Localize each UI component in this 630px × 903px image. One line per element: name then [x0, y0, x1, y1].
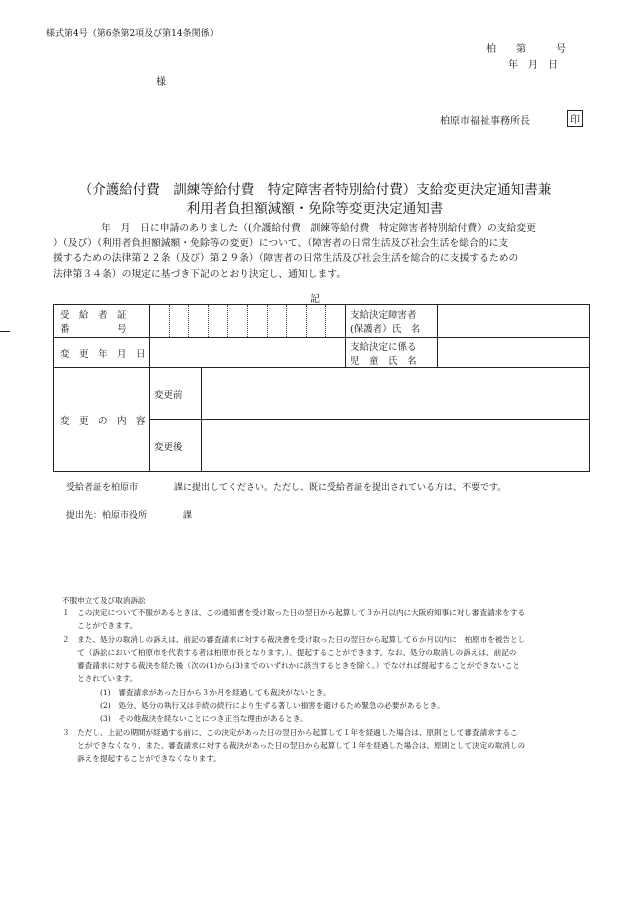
- holder-label-line2: (保護者）氏 名: [350, 324, 421, 335]
- cert-label-row: [54, 321, 149, 335]
- cert-number-label: [54, 305, 150, 338]
- digit-box: [267, 305, 287, 337]
- appeals-notes: [62, 606, 584, 766]
- digit-box: [325, 305, 345, 337]
- body-line: 法律第３４条）の規定に基づき下記のとおり決定し、通知します。: [53, 268, 347, 280]
- child-label-line1: 支給決定に係る: [350, 341, 417, 353]
- note-line: て（訴訟において柏原市を代表する者は柏原市長となります。）、提起することができます。なお、処分の取消しの訴えは、前記の: [62, 647, 517, 657]
- seal-mark: 印: [567, 110, 583, 127]
- digit-box: [169, 305, 189, 337]
- note-line: (3) その他裁決を経ないことにつき正当な理由があるとき。: [62, 714, 308, 724]
- digit-box: [286, 305, 306, 337]
- document-number: 柏 第 号: [486, 44, 566, 55]
- cert-label-row: [54, 307, 149, 321]
- note-line: ２ また、処分の取消しの訴えは、前記の審査請求に対する裁決書を受け取った日の翌日から起算して６か月以内に 柏原市を被告とし: [62, 634, 526, 644]
- submit-note: 受給者証を柏原市 課に提出してください。ただし、既に受給者証を提出されている方は、不要です。: [66, 483, 507, 493]
- digit-box: [208, 305, 228, 337]
- note-line: (1) 審査請求があった日から３か月を経過しても裁決がないとき。: [62, 687, 331, 697]
- digit-box: [227, 305, 247, 337]
- digit-box: [188, 305, 208, 337]
- title-line-1: （介護給付費 訓練等給付費 特定障害者特別給付費）支給変更決定通知書兼: [78, 182, 552, 198]
- issue-date: 年 月 日: [508, 60, 558, 71]
- body-line: ）（及び）（利用者負担額減額・免除等の変更）について、（障害者の日常生活及び社会生活を総合的に支: [53, 238, 509, 250]
- appeals-heading: 不服申立て及び取消訴訟: [62, 596, 146, 605]
- digit-box: [306, 305, 326, 337]
- body-line: 援するための法律第２２条（及び）第２９条）（障害者の日常生活及び社会生活を総合的に支援するための: [53, 253, 519, 265]
- note-line: (2) 処分、処分の執行又は手続の続行により生ずる著しい損害を避けるため緊急の必要があるとき。: [62, 701, 445, 711]
- after-value[interactable]: [202, 420, 590, 472]
- digit-box: [247, 305, 267, 337]
- note-line: １ この決定について不服があるときは、この通知書を受け取った日の翌日から起算して３か月以内に大阪府知事に対し審査請求をする: [62, 608, 526, 617]
- child-name-label: [346, 338, 438, 368]
- recipient-suffix: 様: [156, 77, 166, 88]
- holder-label-line1: 支給決定障害者: [350, 310, 417, 321]
- body-line: 年 月 日に申請のありました（(介護給付費 訓練等給付費 特定障害者特別給付費）の支給変更: [101, 223, 536, 234]
- holder-name-label: [346, 305, 438, 338]
- note-line: とされています。: [62, 674, 138, 684]
- holder-name-value[interactable]: [438, 305, 590, 338]
- before-value[interactable]: [202, 368, 590, 420]
- title-line-2: 利用者負担額減額・免除等変更決定通知書: [186, 201, 444, 217]
- change-date-value[interactable]: [150, 338, 346, 368]
- child-name-value[interactable]: [438, 338, 590, 368]
- digit-box: [150, 305, 169, 337]
- details-table: [53, 304, 590, 472]
- note-line: 審査請求に対する裁決を経た後（次の(1)から(3)までのいずれかに該当するときを除く。）でなければ提起することができないこと: [62, 661, 520, 671]
- body-paragraph: [53, 221, 581, 282]
- cert-label-line1: 受 給 者 証: [60, 310, 127, 321]
- change-date-label: 変 更 年 月 日: [54, 338, 150, 368]
- fold-mark: [0, 331, 10, 332]
- submit-destination: 提出先：柏原市役所 課: [66, 511, 193, 521]
- note-line: 訴えを提起することができなくなります。: [62, 754, 221, 764]
- note-line: ３ ただし、上記の期間が経過する前に、この決定があった日の翌日から起算して１年を経過した場合は、原則として審査請求するこ: [62, 727, 518, 737]
- ki-heading: 記: [310, 294, 320, 305]
- after-label: 変更後: [150, 420, 202, 472]
- form-number: 様式第4号（第6条第2項及び第14条関係）: [46, 29, 219, 39]
- child-label-line2: 児 童 氏 名: [350, 355, 417, 367]
- note-line: ことができます。: [62, 621, 138, 631]
- issuer-name: 柏原市福祉事務所長: [440, 116, 530, 127]
- before-label: 変更前: [150, 368, 202, 420]
- cert-number-boxes[interactable]: [150, 305, 346, 338]
- note-line: とができなくなり、また、審査請求に対する裁決があった日の翌日から起算して１年を経過した場合は、原則として決定の取消しの: [62, 740, 526, 750]
- change-content-label: 変 更 の 内 容: [54, 368, 150, 472]
- cert-label-line2: 番 号: [60, 324, 127, 335]
